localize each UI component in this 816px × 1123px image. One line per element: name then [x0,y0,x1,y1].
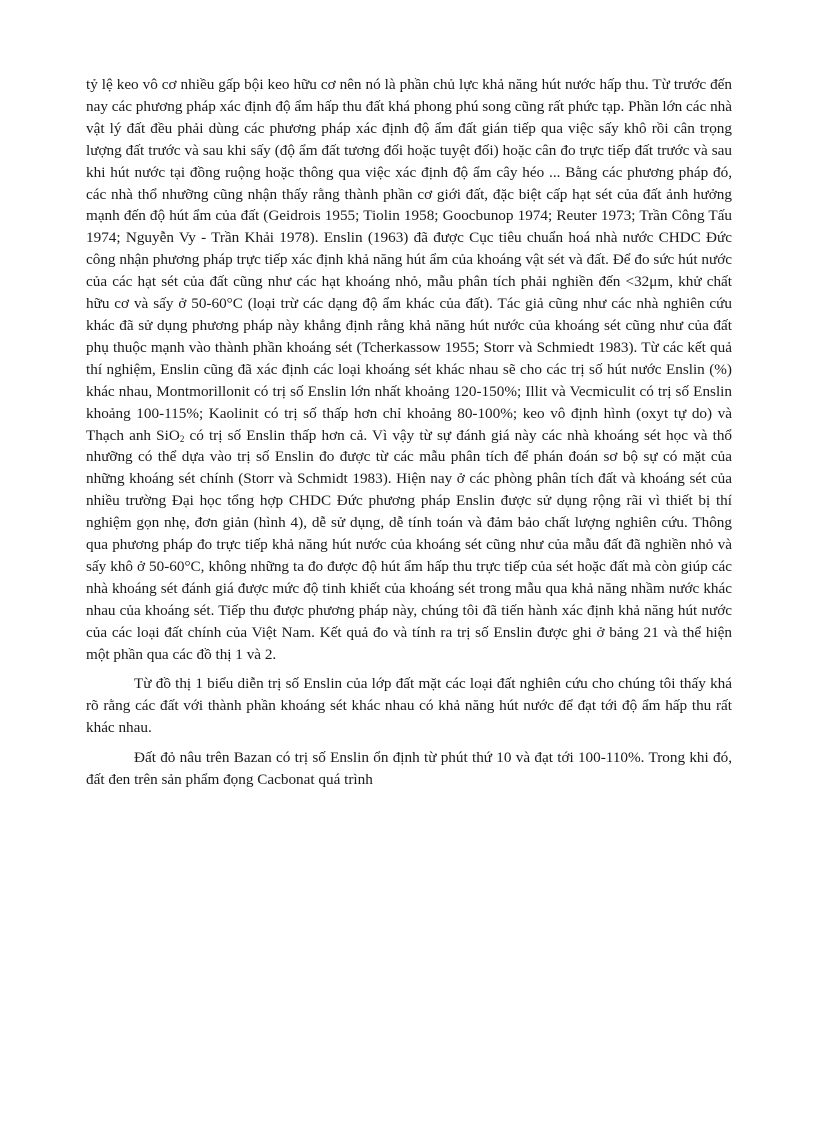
document-page [86,74,732,791]
subscript-2: 2 [179,433,185,444]
paragraph-1-text-b: có trị số Enslin thấp hơn cả. Vì vậy từ sự đánh giá này các nhà khoáng sét học và thổ nhưỡng có thể dựa vào trị số Enslin đo được từ các mẫu phân tích để phán đoán sơ bộ sự có mặt của những khoáng sét chính (Storr và Schmidt 1983). Hiện nay ở các phòng phân tích đất và khoáng sét của nhiều trường Đại học tổng hợp CHDC Đức phương pháp Enslin được sử dụng rộng rãi vì thiết bị thí nghiệm gọn nhẹ, đơn giản (hình 4), dễ sử dụng, dễ tính toán và đảm bảo chất lượng nghiên cứu. Thông qua phương pháp đo trực tiếp khả năng hút nước của khoáng sét cũng như của mẫu đất đã nghiền nhỏ và sấy khô ở 50-60°C, không những ta đo được độ hút ẩm hấp thu trực tiếp của sét hoặc đất mà còn giúp các nhà khoáng sét đánh giá được mức độ tinh khiết của khoáng sét trong mẫu qua khả năng nhầm nước khác nhau của khoáng sét. Tiếp thu được phương pháp này, chúng tôi đã tiến hành xác định khả năng hút nước của các loại đất chính của Việt Nam. Kết quả đo và tính ra trị số Enslin được ghi ở bảng 21 và thể hiện một phần qua các đồ thị 1 và 2. [86,426,733,663]
paragraph-1 [86,74,732,665]
paragraph-3: Đất đỏ nâu trên Bazan có trị số Enslin ổn định từ phút thứ 10 và đạt tới 100-110%. Trong khi đó, đất đen trên sản phẩm đọng Cacbonat quá trình [86,749,732,789]
paragraph-1-text-a: tỷ lệ keo vô cơ nhiều gấp bội keo hữu cơ nên nó là phần chủ lực khả năng hút nước hấp thu. Từ trước đến nay các phương pháp xác định độ ẩm hấp thu đất khá phong phú song cũng rất phức tạp. Phần lớn các nhà vật lý đất đều phải dùng các phương pháp xác định độ ẩm đất gián tiếp qua việc sấy khô rồi cân trọng lượng đất trước và sau khi sấy (độ ẩm đất tương đối hoặc tuyệt đối) hoặc cân đo trực tiếp đất trước và sau khi hút nước tại đồng ruộng hoặc thông qua việc xác định độ ẩm cây héo ... Bằng các phương pháp đó, các nhà thổ nhưỡng cũng nhận thấy rằng thành phần cơ giới đất, đặc biệt cấp hạt sét của đất ảnh hưởng mạnh đến độ hút ẩm của đất (Geidrois 1955; Tiolin 1958; Goocbunop 1974; Reuter 1973; Trần Công Tấu 1974; Nguyễn Vy - Trần Khải 1978). Enslin (1963) đã được Cục tiêu chuẩn hoá nhà nước CHDC Đức công nhận phương pháp trực tiếp xác định khả năng hút ẩm của khoáng vật sét và đất. Để đo sức hút nước của các hạt sét của đất cũng như các hạt khoáng nhỏ, mẫu phân tích phải nghiền đến <32μm, khử chất hữu cơ và sấy ở 50-60°C (loại trừ các dạng độ ẩm khác của đất). Tác giả cũng như các nhà nghiên cứu khác đã sử dụng phương pháp này khẳng định rằng khả năng hút nước của khoáng sét cũng như của đất phụ thuộc mạnh vào thành phần khoáng sét (Tcherkassow 1955; Storr và Schmiedt 1983). Từ các kết quả thí nghiệm, Enslin cũng đã xác định các loại khoáng sét khác nhau sẽ cho các trị số hút nước Enslin (%) khác nhau, Montmorillonit có trị số Enslin lớn nhất khoảng 120-150%; Illit và Vecmiculit có trị số Enslin khoảng 100-115%; Kaolinit có trị số thấp hơn chỉ khoảng 80-100%; keo vô định hình (oxyt tự do) và Thạch anh SiO [86,76,732,444]
paragraph-2: Từ đồ thị 1 biểu diễn trị số Enslin của lớp đất mặt các loại đất nghiên cứu cho chúng tôi thấy khá rõ rằng các đất với thành phần khoáng sét khác nhau có khả năng hút nước để đạt tới độ ẩm hấp thu rất khác nhau. [86,675,732,737]
